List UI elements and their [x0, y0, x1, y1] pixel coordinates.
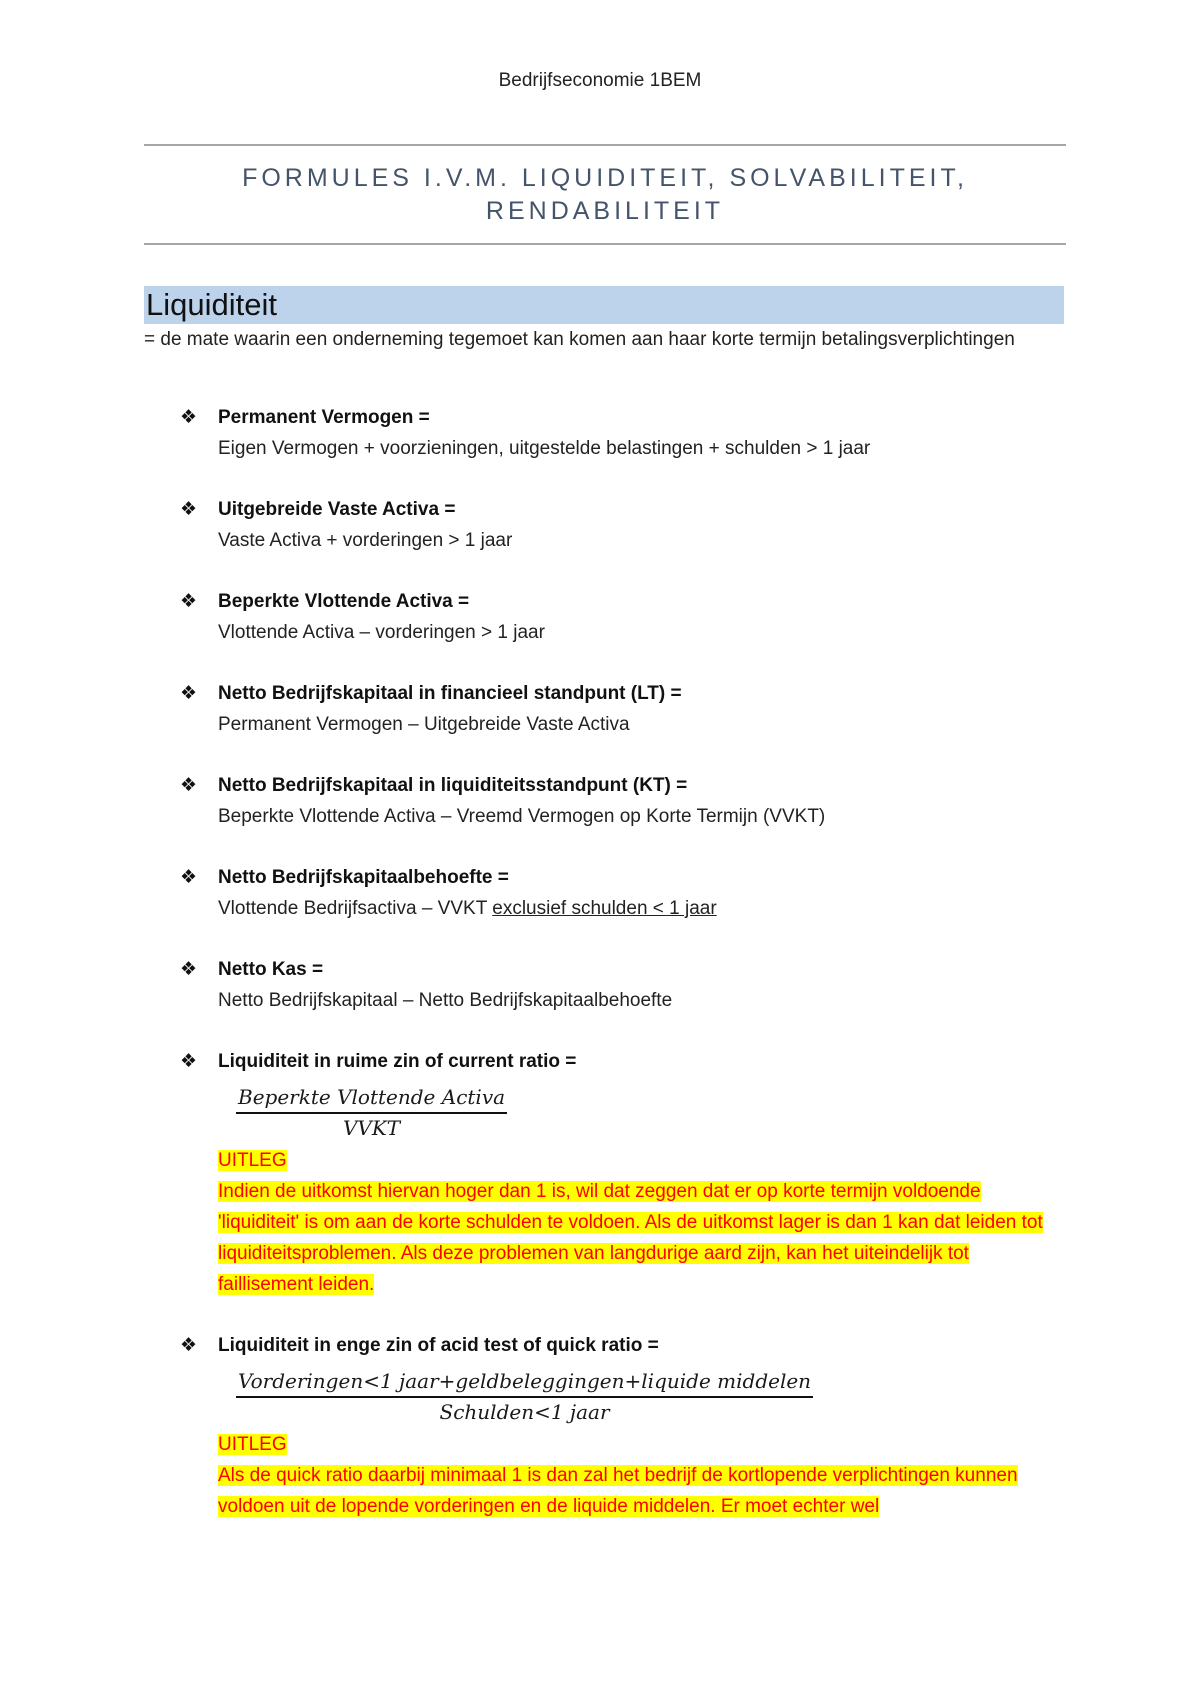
explanation-title: UITLEG: [218, 1434, 287, 1455]
list-item: [144, 1046, 1066, 1300]
list-item: [144, 862, 1066, 924]
section-heading: Liquiditeit: [144, 286, 1064, 324]
item-label: Uitgebreide Vaste Activa =: [218, 499, 456, 520]
formula-denominator: VVKT: [342, 1116, 401, 1140]
list-item: [144, 494, 1066, 556]
list-item: [144, 770, 1066, 832]
list-item: [144, 954, 1066, 1016]
title-bottom-rule: [144, 243, 1066, 245]
item-label: Liquiditeit in enge zin of acid test of quick ratio =: [218, 1335, 659, 1356]
item-definition: Permanent Vermogen – Uitgebreide Vaste Activa: [218, 714, 630, 735]
list-item: [144, 678, 1066, 740]
diamond-bullet-icon: ❖: [180, 1335, 198, 1356]
diamond-bullet-icon: ❖: [180, 407, 198, 428]
item-label: Beperkte Vlottende Activa =: [218, 591, 470, 612]
diamond-bullet-icon: ❖: [180, 959, 198, 980]
formula-numerator: Beperkte Vlottende Activa: [236, 1083, 507, 1114]
page-header: Bedrijfseconomie 1BEM: [498, 70, 702, 91]
document-title-line-1: FORMULES I.V.M. LIQUIDITEIT, SOLVABILITEIT,: [242, 164, 968, 192]
title-top-rule: [144, 144, 1066, 146]
item-label: Permanent Vermogen =: [218, 407, 430, 428]
diamond-bullet-icon: ❖: [180, 867, 198, 888]
diamond-bullet-icon: ❖: [180, 775, 198, 796]
item-definition: Beperkte Vlottende Activa – Vreemd Vermogen op Korte Termijn (VVKT): [218, 806, 826, 827]
explanation-title: UITLEG: [218, 1150, 287, 1171]
item-label: Netto Kas =: [218, 959, 324, 980]
item-definition: [218, 893, 1066, 924]
quick-ratio-formula: [236, 1367, 813, 1426]
current-ratio-formula: [236, 1083, 507, 1142]
item-definition: Netto Bedrijfskapitaal – Netto Bedrijfskapitaalbehoefte: [218, 990, 673, 1011]
document-title-line-2: RENDABILITEIT: [485, 197, 725, 225]
item-definition-text: Vlottende Bedrijfsactiva – VVKT: [218, 898, 493, 919]
section-intro: = de mate waarin een onderneming tegemoet kan komen aan haar korte termijn betalingsverplichtingen: [144, 329, 1015, 350]
formula-denominator: Schulden<1 jaar: [439, 1400, 610, 1424]
item-label: Liquiditeit in ruime zin of current ratio =: [218, 1051, 577, 1072]
explanation-text: Als de quick ratio daarbij minimaal 1 is dan zal het bedrijf de kortlopende verplichtingen kunnen voldoen uit de lopende vorderingen en de liquide middelen. Er moet echter wel: [218, 1465, 1018, 1517]
list-item: [144, 586, 1066, 648]
list-item: [144, 1330, 1066, 1522]
document-title: [144, 162, 1066, 228]
item-label: Netto Bedrijfskapitaalbehoefte =: [218, 867, 509, 888]
item-definition: Eigen Vermogen + voorzieningen, uitgestelde belastingen + schulden > 1 jaar: [218, 438, 871, 459]
formula-numerator: Vorderingen<1 jaar+geldbeleggingen+liquide middelen: [236, 1367, 813, 1398]
item-label: Netto Bedrijfskapitaal in liquiditeitsstandpunt (KT) =: [218, 775, 688, 796]
formula-list: [144, 402, 1066, 1552]
item-definition: Vlottende Activa – vorderingen > 1 jaar: [218, 622, 545, 643]
explanation-text: Indien de uitkomst hiervan hoger dan 1 is, wil dat zeggen dat er op korte termijn voldoende 'liquiditeit' is om aan de korte schulden te voldoen. Als de uitkomst lager is dan 1 kan dat leiden tot liquiditeitsproblemen. Als deze problemen van langdurige aard zijn, kan het uiteindelijk tot faillisement leiden.: [218, 1181, 1043, 1295]
diamond-bullet-icon: ❖: [180, 499, 198, 520]
item-label: Netto Bedrijfskapitaal in financieel standpunt (LT) =: [218, 683, 682, 704]
diamond-bullet-icon: ❖: [180, 591, 198, 612]
diamond-bullet-icon: ❖: [180, 683, 198, 704]
item-definition-underlined: exclusief schulden < 1 jaar: [492, 898, 717, 919]
diamond-bullet-icon: ❖: [180, 1051, 198, 1072]
list-item: [144, 402, 1066, 464]
item-definition: Vaste Activa + vorderingen > 1 jaar: [218, 530, 513, 551]
